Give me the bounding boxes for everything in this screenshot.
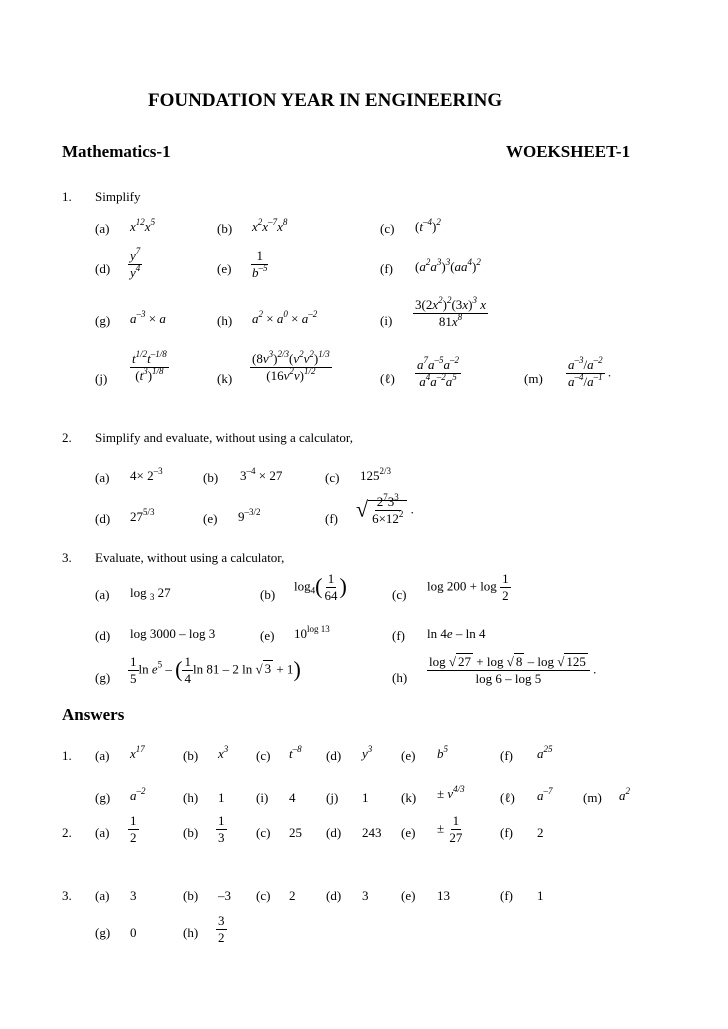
item-label: (a) (95, 587, 110, 602)
answer-value: 243 (362, 825, 382, 840)
item-label: (e) (260, 628, 275, 643)
answer-label: (a) (95, 748, 110, 763)
math-expression: log 200 + log $\frac{1}{2}$ (427, 571, 509, 603)
answer-label: (d) (326, 888, 342, 903)
answer-value: 3 (362, 888, 369, 903)
item-label: (b) (260, 587, 276, 602)
item-label: (c) (325, 470, 340, 485)
answer-label: (c) (256, 748, 271, 763)
page-title: FOUNDATION YEAR IN ENGINEERING (148, 90, 503, 111)
answer-value: 0 (130, 925, 137, 940)
answer-value: ± $v^{4/3}$ (437, 784, 465, 801)
answer-label: (b) (183, 825, 199, 840)
math-expression: √ $\frac{2^73^3}{6\times 12^2}$ . (356, 492, 414, 526)
item-label: (d) (95, 511, 111, 526)
item-label: (j) (95, 371, 108, 386)
answer-value: $y^3$ (362, 744, 373, 761)
item-label: (e) (203, 511, 218, 526)
item-label: (g) (95, 670, 111, 685)
math-expression: $\frac{t^{1/2}t^{-1/8}}{(t^3)^{1/8}}$ (132, 349, 167, 383)
item-label: (i) (380, 313, 393, 328)
answer-label: (d) (326, 748, 342, 763)
answer-value: 1 (537, 888, 544, 903)
answer-label: (b) (183, 748, 199, 763)
answer-label: (b) (183, 888, 199, 903)
answer-value: $\frac{1}{2}$ (130, 813, 137, 845)
math-expression: $\log_4$( $\frac{1}{64}$ ) (294, 571, 347, 603)
answer-label: (h) (183, 925, 199, 940)
answer-label: (k) (401, 790, 417, 805)
question-instruction: Simplify (95, 189, 141, 204)
item-label: (e) (217, 261, 232, 276)
item-label: (f) (392, 628, 405, 643)
answer-number: 3. (62, 888, 72, 903)
math-expression: log $_3$ 27 (130, 585, 171, 602)
math-expression: $\frac{3(2x^2)^2(3x)^3 x}{81x^8}$ (415, 295, 486, 329)
answer-number: 1. (62, 748, 72, 763)
math-expression: $\frac{(8v^3)^{2/3}(v^2v^2)^{1/3}}{(16v^2v)^{1/2}}$ (252, 349, 330, 383)
item-label: (b) (217, 221, 233, 236)
answer-label: (f) (500, 888, 513, 903)
answer-label: (e) (401, 748, 416, 763)
answer-value: $a^2$ (619, 786, 630, 803)
answer-value: –3 (218, 888, 231, 903)
math-expression: $10^{log 13}$ (294, 624, 330, 641)
answer-value: 1 (218, 790, 225, 805)
math-expression: $a^2 \times a^0 \times a^{-2}$ (252, 309, 318, 326)
item-label: (b) (203, 470, 219, 485)
math-expression: ln 4e – ln 4 (427, 626, 486, 641)
answer-value: $b^5$ (437, 744, 448, 761)
answer-value: 3 (130, 888, 137, 903)
answer-value: 2 (537, 825, 544, 840)
course-name: Mathematics-1 (62, 142, 171, 161)
item-label: (ℓ) (380, 371, 395, 386)
answer-label: (g) (95, 790, 111, 805)
answer-label: (a) (95, 888, 110, 903)
answer-label: (g) (95, 925, 111, 940)
math-expression: $\frac{y^7}{y^4}$ (130, 246, 141, 280)
math-expression: $x^{12}x^5$ (130, 217, 156, 234)
math-expression: $\frac{1}{b^{-5}}$ (252, 248, 268, 280)
math-expression: $125^{2/3}$ (360, 466, 392, 483)
answer-value: $a^{-7}$ (537, 786, 553, 803)
answers-heading: Answers (62, 705, 125, 724)
question-instruction: Evaluate, without using a calculator, (95, 550, 285, 565)
answer-label: (j) (326, 790, 339, 805)
item-label: (g) (95, 313, 111, 328)
answer-value: $x^{17}$ (130, 744, 145, 761)
item-label: (c) (380, 221, 395, 236)
answer-value: 1 (362, 790, 369, 805)
answer-label: (e) (401, 888, 416, 903)
math-expression: $3^{-4} \times 27$ (240, 466, 283, 483)
math-expression: $4\times 2^{-3}$ (130, 466, 163, 483)
answer-value: 2 (289, 888, 296, 903)
answer-value: 25 (289, 825, 302, 840)
question-instruction: Simplify and evaluate, without using a calculator, (95, 430, 353, 445)
answer-label: (d) (326, 825, 342, 840)
answer-value: $x^3$ (218, 744, 229, 761)
item-label: (f) (380, 261, 393, 276)
answer-label: (c) (256, 825, 271, 840)
answer-label: (a) (95, 825, 110, 840)
item-label: (f) (325, 511, 338, 526)
math-expression: $a^{-3} \times a$ (130, 309, 166, 326)
answer-label: (f) (500, 825, 513, 840)
question-number: 1. (62, 189, 72, 204)
item-label: (a) (95, 221, 110, 236)
question-number: 3. (62, 550, 72, 565)
worksheet-label: WOEKSHEET-1 (506, 142, 631, 161)
item-label: (m) (524, 371, 543, 386)
item-label: (d) (95, 261, 111, 276)
answer-value: ± $\frac{1}{27}$ (437, 813, 463, 845)
math-expression: $\frac{a^{-3}/a^{-2}}{a^{-4}/a^{-1}}$ . (568, 355, 612, 389)
math-expression: log 3000 – log 3 (130, 626, 216, 641)
item-label: (h) (392, 670, 408, 685)
answer-label: (c) (256, 888, 271, 903)
answer-label: (h) (183, 790, 199, 805)
math-expression: $(t^{-4})^2$ (415, 217, 441, 234)
math-expression: $9^{-3/2}$ (238, 507, 261, 524)
item-label: (c) (392, 587, 407, 602)
answer-number: 2. (62, 825, 72, 840)
math-expression: $x^2x^{-7}x^8$ (252, 217, 288, 234)
question-number: 2. (62, 430, 72, 445)
answer-value: 13 (437, 888, 450, 903)
answer-value: 4 (289, 790, 296, 805)
math-expression: $\frac{1}{5}$ $\ln e^5$ – ( $\frac{1}{4}$ ln 81 – 2 ln √ 3 + 1) (130, 654, 301, 686)
answer-value: $\frac{3}{2}$ (218, 913, 225, 945)
answer-value: $t^{-8}$ (289, 744, 302, 761)
answer-label: (i) (256, 790, 269, 805)
math-expression: $27^{5/3}$ (130, 507, 155, 524)
answer-value: $\frac{1}{3}$ (218, 813, 225, 845)
item-label: (a) (95, 470, 110, 485)
answer-label: (m) (583, 790, 602, 805)
math-expression: $\frac{a^7a^{-5}a^{-2}}{a^4a^{-2}a^5}$ (417, 355, 459, 389)
item-label: (d) (95, 628, 111, 643)
answer-label: (ℓ) (500, 790, 515, 805)
answer-label: (e) (401, 825, 416, 840)
math-expression: $(a^2a^3)^3(aa^4)^2$ (415, 257, 481, 274)
answer-value: $a^{-2}$ (130, 786, 146, 803)
answer-label: (f) (500, 748, 513, 763)
math-expression: $\frac{\log √ 27 + \log √ 8 - \log √ 125}{\log 6 - \log 5}$ . (429, 654, 597, 686)
answer-value: $a^{25}$ (537, 744, 553, 761)
item-label: (k) (217, 371, 233, 386)
item-label: (h) (217, 313, 233, 328)
